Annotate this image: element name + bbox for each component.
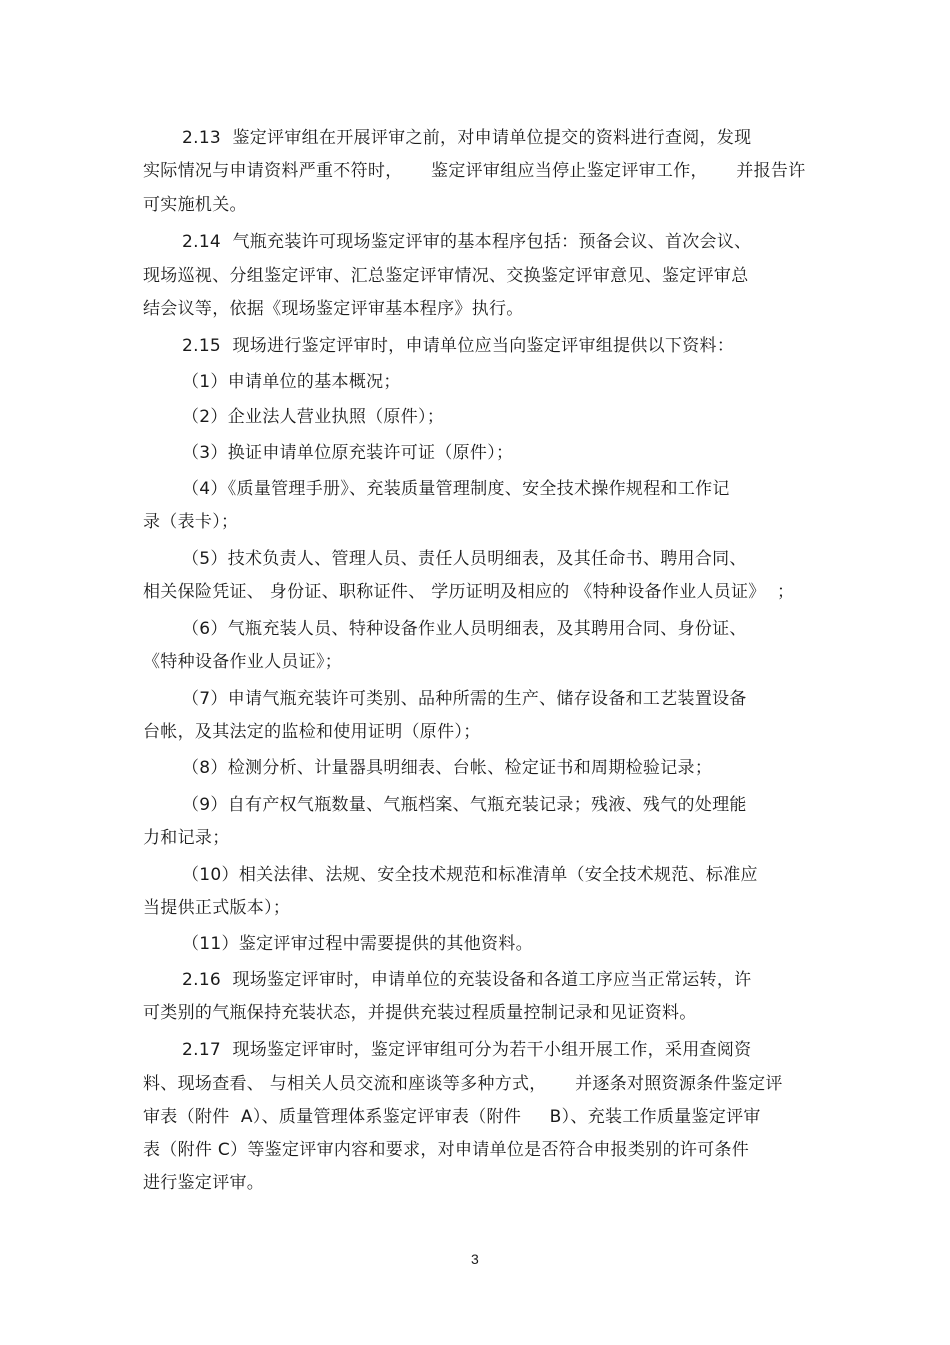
text-line: （3）换证申请单位原充装许可证（原件）； [182,443,514,463]
text-line: 结会议等，依据《现场鉴定评审基本程序》执行。 [143,299,524,319]
text-line: 力和记录； [143,828,230,848]
text-line: 《特种设备作业人员证》； [143,652,343,672]
text-line: 2.16 现场鉴定评审时，申请单位的充装设备和各道工序应当正常运转，许 [182,970,752,990]
text-line: （6）气瓶充装人员、特种设备作业人员明细表，及其聘用合同、身份证、 [182,619,747,639]
text-line: 实际情况与申请资料严重不符时， 鉴定评审组应当停止鉴定评审工作， 并报告许 [143,161,806,181]
text-line: 2.14 气瓶充装许可现场鉴定评审的基本程序包括：预备会议、首次会议、 [182,232,752,252]
text-line: 可类别的气瓶保持充装状态，并提供充装过程质量控制记录和见证资料。 [143,1003,697,1023]
text-line: （9）自有产权气瓶数量、气瓶档案、气瓶充装记录；残液、残气的处理能 [182,795,747,815]
text-line: 料、现场查看、 与相关人员交流和座谈等多种方式， 并逐条对照资源条件鉴定评 [143,1074,783,1094]
text-line: 台帐，及其法定的监检和使用证明（原件）； [143,722,481,742]
text-line: （7）申请气瓶充装许可类别、品种所需的生产、储存设备和工艺装置设备 [182,689,747,709]
text-line: 2.15 现场进行鉴定评审时，申请单位应当向鉴定评审组提供以下资料： [182,336,735,356]
text-line: 现场巡视、分组鉴定评审、汇总鉴定评审情况、交换鉴定评审意见、鉴定评审总 [143,266,749,286]
text-line: 可实施机关。 [143,195,247,215]
page-number: 3 [470,1251,480,1267]
text-line: 录（表卡）； [143,512,239,532]
text-line: （4）《质量管理手册》、充装质量管理制度、安全技术操作规程和工作记 [182,479,730,499]
text-line: 2.17 现场鉴定评审时，鉴定评审组可分为若干小组开展工作，采用查阅资 [182,1040,752,1060]
text-line: 当提供正式版本）； [143,898,291,918]
text-line: （2）企业法人营业执照（原件）； [182,407,445,427]
text-line: （8）检测分析、计量器具明细表、台帐、检定证书和周期检验记录； [182,758,713,778]
text-line: （5）技术负责人、管理人员、责任人员明细表，及其任命书、聘用合同、 [182,549,747,569]
text-line: （11）鉴定评审过程中需要提供的其他资料。 [182,934,533,954]
text-line: （10）相关法律、法规、安全技术规范和标准清单（安全技术规范、标准应 [182,865,758,885]
text-line: （1）申请单位的基本概况； [182,372,401,392]
text-line: 进行鉴定评审。 [143,1173,265,1193]
text-line: 相关保险凭证、 身份证、职称证件、 学历证明及相应的 《特种设备作业人员证》 ； [143,582,795,602]
text-line: 表（附件 C）等鉴定评审内容和要求，对申请单位是否符合申报类别的许可条件 [143,1140,750,1160]
text-line: 审表（附件 A）、质量管理体系鉴定评审表（附件 B）、充装工作质量鉴定评审 [143,1107,761,1127]
text-line: 2.13 鉴定评审组在开展评审之前，对申请单位提交的资料进行查阅，发现 [182,128,752,148]
